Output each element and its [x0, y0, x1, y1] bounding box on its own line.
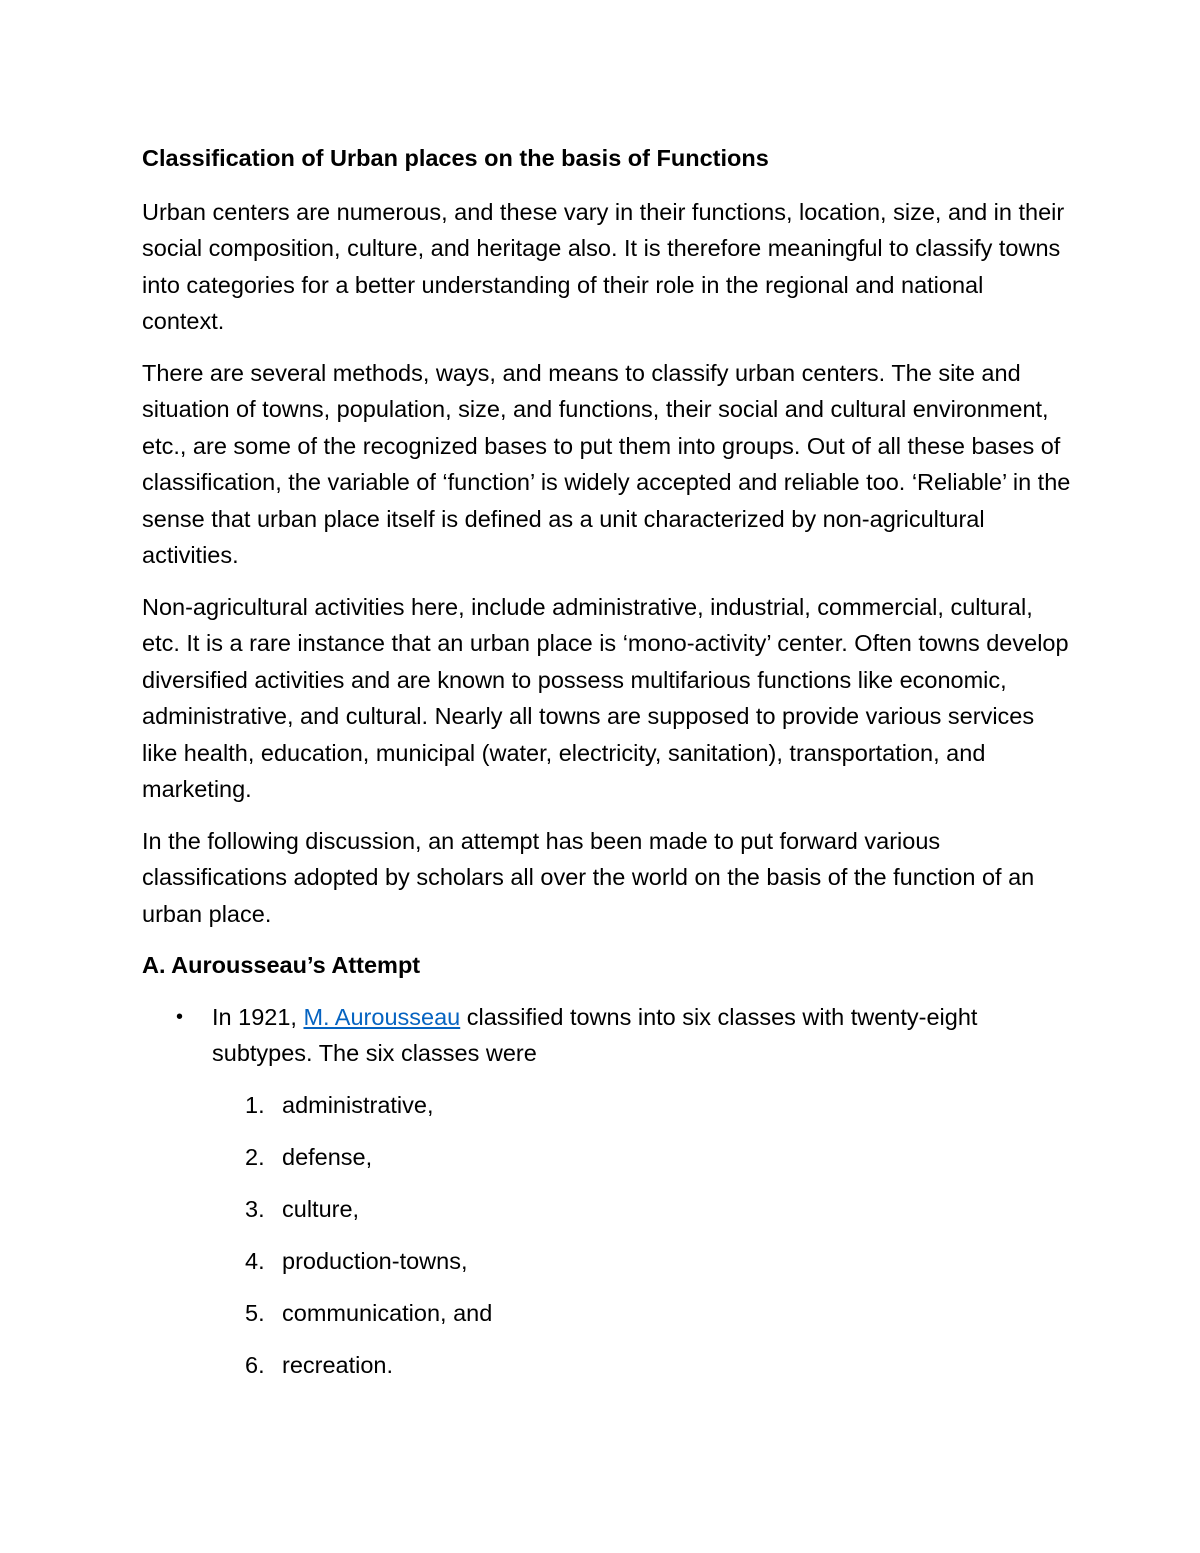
list-item — [142, 1191, 1072, 1228]
list-item — [142, 1347, 1072, 1384]
bullet-item — [142, 999, 1072, 1072]
document-page — [142, 140, 1072, 1399]
paragraph-discussion: In the following discussion, an attempt has been made to put forward various classifications adopted by scholars all over the world on the basis of the function of an urban place. — [142, 827, 1035, 927]
list-number: 3. — [245, 1195, 265, 1222]
bullet-suffix: classified towns into six classes with twenty-eight subtypes. The six classes were — [212, 1003, 978, 1066]
bullet-icon: • — [176, 1005, 184, 1028]
list-text: communication, and — [282, 1299, 493, 1326]
list-item — [142, 1087, 1072, 1124]
paragraph-methods: There are several methods, ways, and means to classify urban centers. The site and situation of towns, population, size, and functions, their social and cultural environment, etc., are some of the recognized bases to put them into groups. Out of all these bases of classification, the variable of ‘function’ is widely accepted and reliable too. ‘Reliable’ in the sense that urban place itself is defined as a unit characterized by non-agricultural activities. — [142, 359, 1071, 568]
list-number: 5. — [245, 1299, 265, 1326]
classes-list — [142, 1087, 1072, 1384]
list-text: culture, — [282, 1195, 360, 1222]
list-item — [142, 1295, 1072, 1332]
bullet-prefix: In 1921, — [212, 1003, 304, 1030]
list-item — [142, 1243, 1072, 1280]
list-number: 6. — [245, 1351, 265, 1378]
list-item — [142, 1139, 1072, 1176]
paragraph-activities: Non-agricultural activities here, include administrative, industrial, commercial, cultural, etc. It is a rare instance that an urban place is ‘mono-activity’ center. Often towns develop diversified activities and are known to possess multifarious functions like economic, administrative, and cultural. Nearly all towns are supposed to provide various services like health, education, municipal (water, electricity, sanitation), transportation, and marketing. — [142, 593, 1069, 802]
list-text: recreation. — [282, 1351, 394, 1378]
aurousseau-link[interactable]: M. Aurousseau — [303, 1003, 461, 1030]
list-text: production-towns, — [282, 1247, 468, 1274]
list-text: defense, — [282, 1143, 373, 1170]
list-number: 1. — [245, 1091, 265, 1118]
list-number: 4. — [245, 1247, 265, 1274]
list-number: 2. — [245, 1143, 265, 1170]
paragraph-intro: Urban centers are numerous, and these vary in their functions, location, size, and in their social composition, culture, and heritage also. It is therefore meaningful to classify towns into categories for a better understanding of their role in the regional and national context. — [142, 198, 1065, 334]
document-title: Classification of Urban places on the basis of Functions — [142, 145, 769, 171]
section-heading: A. Aurousseau’s Attempt — [142, 952, 421, 978]
list-text: administrative, — [282, 1091, 434, 1118]
